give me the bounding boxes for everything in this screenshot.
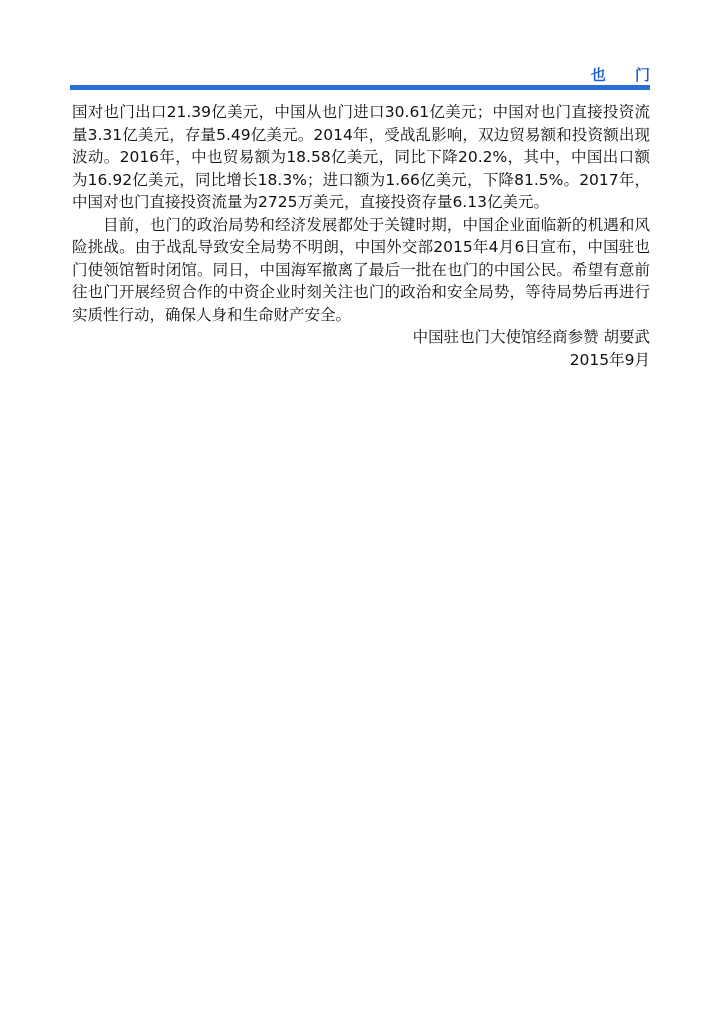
signature-author: 中国驻也门大使馆经商参赞 胡要武 xyxy=(412,328,650,346)
paragraph-trade-investment: 国对也门出口21.39亿美元，中国从也门进口30.61亿美元；中国对也门直接投资流量3.31亿美元，存量5.49亿美元。2014年，受战乱影响，双边贸易额和投资额出现波动。2016年，中也贸易额为18.58亿美元，同比下降20.2%，其中，中国出口额为16.92亿美元，同比增长18.3%；进口额为1.66亿美元，下降81.5%。2017年，中国对也门直接投资流量为2725万美元，直接投资存量6.13亿美元。 xyxy=(72,103,651,211)
document-body xyxy=(72,101,650,371)
signature-date: 2015年9月 xyxy=(569,350,650,369)
header-rule xyxy=(70,85,650,90)
paragraph-situation: 目前，也门的政治局势和经济发展都处于关键时期，中国企业面临新的机遇和风险挑战。由于战乱导致安全局势不明朗，中国外交部2015年4月6日宣布，中国驻也门使领馆暂时闭馆。同日，中国海军撤离了最后一批在也门的中国公民。希望有意前往也门开展经贸合作的中资企业时刻关注也门的政治和安全局势，等待局势后再进行实质性行动，确保人身和生命财产安全。 xyxy=(72,215,650,324)
header-title: 也 门 xyxy=(590,66,662,84)
